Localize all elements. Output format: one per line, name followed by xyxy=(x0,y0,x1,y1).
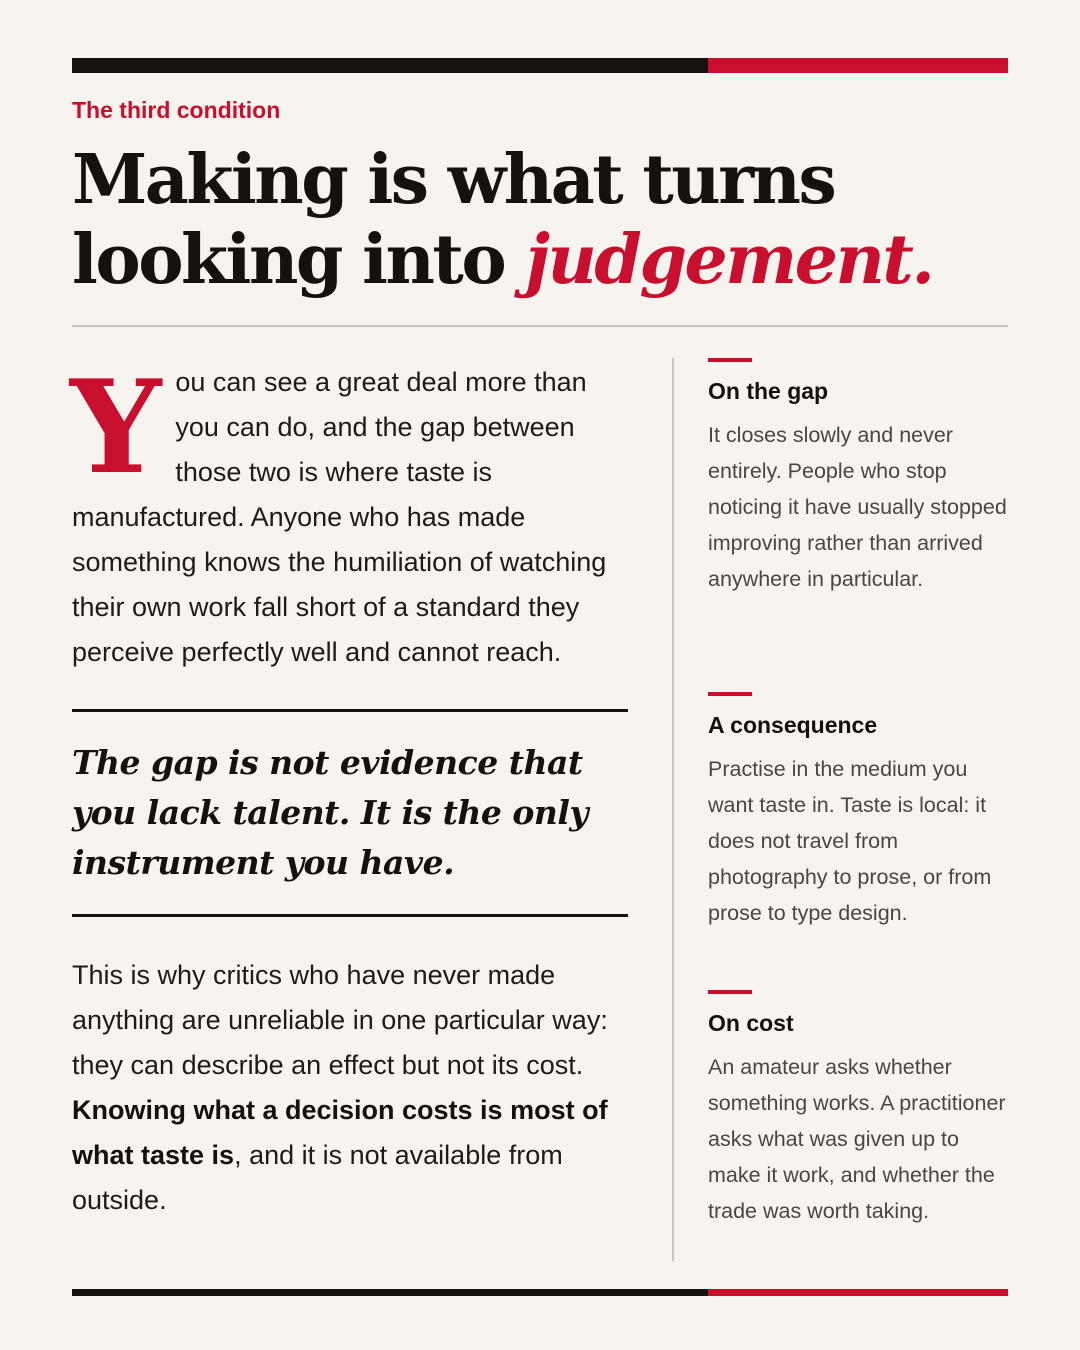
sidebar-note-cost xyxy=(708,990,1008,1229)
pull-quote: The gap is not evidence that you lack talent. It is the only instrument you have. xyxy=(72,743,589,882)
headline-line-1: Making is what turns xyxy=(72,140,835,220)
second-paragraph-start: This is why critics who have never made anything are unreliable in one particular way: they can describe an effect but not its cost. xyxy=(72,960,608,1080)
top-rule-red xyxy=(708,58,1008,73)
sidebar-note-gap xyxy=(708,358,1008,597)
bottom-rule-dark xyxy=(72,1289,708,1296)
note-body: Practise in the medium you want taste in. Taste is local: it does not travel from photography to prose, or from prose to type design. xyxy=(708,757,992,925)
main-column xyxy=(70,353,628,1223)
note-title: A consequence xyxy=(708,712,878,738)
note-body: It closes slowly and never entirely. People who stop noticing it have usually stopped improving rather than arrived anywhere in particular. xyxy=(708,423,1007,591)
intro-paragraph xyxy=(70,353,628,675)
headline-line-2: looking into xyxy=(72,220,526,300)
note-title: On the gap xyxy=(708,378,829,404)
column-divider xyxy=(672,358,674,1261)
second-paragraph-end: , and it is not available from outside. xyxy=(72,1140,563,1215)
note-mark xyxy=(708,990,752,994)
pull-quote-block xyxy=(72,709,628,917)
kicker: The third condition xyxy=(72,97,281,123)
intro-text: ou can see a great deal more than you can do, and the gap between those two is where taste is manufactured. Anyone who has made something knows the humiliation of watching their own work fall short of a standard they perceive perfectly well and cannot reach. xyxy=(72,367,607,667)
sidebar-note-consequence xyxy=(708,692,1008,931)
note-mark xyxy=(708,692,752,696)
top-rule-dark xyxy=(72,58,708,73)
note-title: On cost xyxy=(708,1010,794,1036)
second-paragraph-emphasis: Knowing what a decision costs is most of what taste is xyxy=(72,1095,608,1170)
note-body: An amateur asks whether something works. A practitioner asks what was given up to make it work, and whether the trade was worth taking. xyxy=(708,1055,1006,1223)
bottom-rule-red xyxy=(708,1289,1008,1296)
top-rule xyxy=(72,58,1008,73)
note-mark xyxy=(708,358,752,362)
drop-cap: Y xyxy=(70,353,162,503)
headline-accent: judgement. xyxy=(525,220,933,300)
headline-divider xyxy=(72,325,1008,327)
bottom-rule xyxy=(72,1289,1008,1296)
second-paragraph xyxy=(72,953,628,1223)
headline xyxy=(72,140,1008,300)
